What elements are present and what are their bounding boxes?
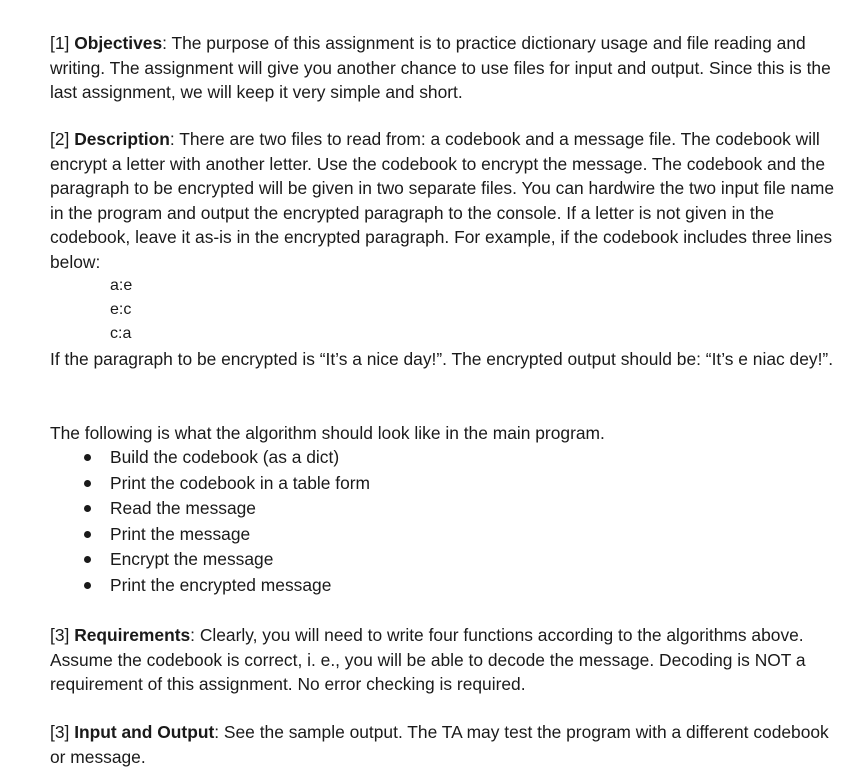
objectives-title: Objectives [74, 33, 163, 53]
step-text: Encrypt the message [110, 549, 274, 569]
algorithm-intro: The following is what the algorithm should look like in the main program. [50, 423, 605, 443]
codebook-line: a:e [110, 277, 133, 294]
list-item [84, 522, 370, 548]
input-output-label: [3] [50, 722, 70, 742]
bullet-icon [84, 531, 91, 538]
list-item [84, 445, 370, 471]
objectives-paragraph [50, 31, 840, 105]
input-output-text: : See the sample output. The TA may test the program with a different codebook or message. [50, 722, 829, 767]
bullet-icon [84, 480, 91, 487]
description-title: Description [74, 129, 170, 149]
step-text: Print the encrypted message [110, 574, 332, 595]
requirements-title: Requirements [74, 625, 191, 645]
step-text: Print the message [110, 523, 251, 544]
objectives-label: [1] [50, 33, 70, 53]
list-item [84, 573, 370, 599]
requirements-text: : Clearly, you will need to write four functions according to the algorithms above. Assume the codebook is correct, i. e., you will be able to decode the message. Decoding is NOT a requirement of this assignment. No error checking is required. [50, 625, 806, 694]
description-paragraph [50, 127, 840, 274]
codebook-line: e:c [110, 301, 132, 318]
bullet-icon [84, 556, 91, 563]
step-text: Print the codebook in a table form [110, 472, 371, 493]
description-text: : There are two files to read from: a codebook and a message file. The codebook will encrypt a letter with another letter. Use the codebook to encrypt the message. The codebook and the paragraph to be encrypted will be given in two separate files. You can hardwire the two input file name in the program and output the encrypted paragraph to the console. If a letter is not given in the codebook, leave it as-is in the encrypted paragraph. For example, if the codebook includes three lines below: [50, 129, 835, 272]
requirements-label: [3] [50, 625, 70, 645]
step-text: Read the message [110, 498, 256, 518]
input-output-paragraph [50, 720, 840, 769]
bullet-icon [84, 505, 91, 512]
input-output-title: Input and Output [74, 722, 215, 742]
description-label: [2] [50, 129, 70, 149]
requirements-paragraph [50, 623, 840, 697]
bullet-icon [84, 582, 91, 589]
list-item [84, 496, 370, 522]
example-paragraph: If the paragraph to be encrypted is “It’s a nice day!”. The encrypted output should be: “It’s e niac dey!”. [50, 349, 834, 369]
objectives-text: : The purpose of this assignment is to practice dictionary usage and file reading and writing. The assignment will give you another chance to use files for input and output. Since this is the last assignment, we will keep it very simple and short. [50, 33, 831, 102]
step-text: Build the codebook (as a dict) [110, 447, 340, 467]
list-item [84, 547, 370, 573]
codebook-line: c:a [110, 325, 132, 342]
bullet-icon [84, 454, 91, 461]
list-item [84, 471, 370, 497]
algorithm-steps-list [84, 445, 370, 598]
